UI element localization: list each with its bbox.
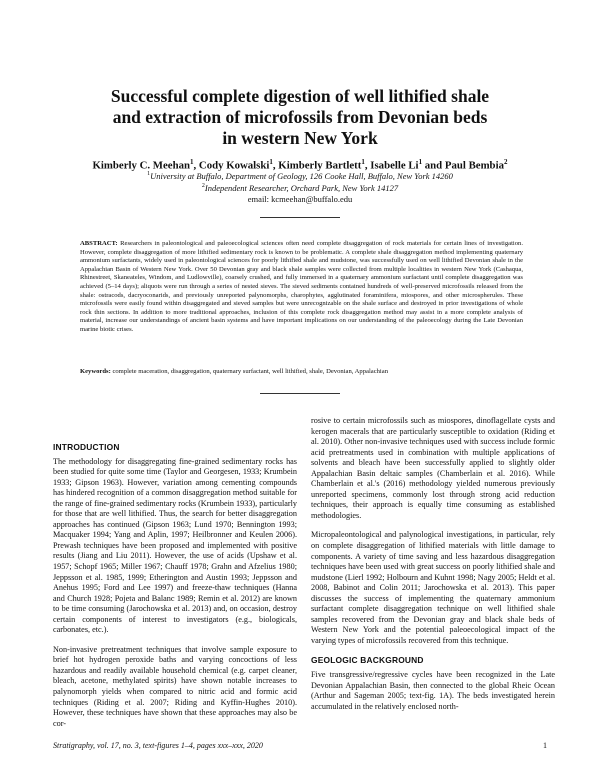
- affiliation-mark: 2: [201, 183, 205, 189]
- affiliation-1: [40, 169, 560, 181]
- author-name: Paul Bembia: [444, 159, 504, 172]
- abstract-label: ABSTRACT:: [80, 240, 118, 247]
- author-name: Kimberly C. Meehan: [92, 159, 190, 172]
- left-column: [53, 432, 297, 738]
- section-heading-geologic-background: GEOLOGIC BACKGROUND: [311, 655, 424, 666]
- title-line: and extraction of microfossils from Devonian beds: [112, 107, 488, 127]
- journal-citation: Stratigraphy, vol. 17, no. 3, text-figures 1–4, pages xxx–xxx, 2020: [53, 741, 263, 750]
- section-heading-introduction: INTRODUCTION: [53, 442, 120, 452]
- article-title: [60, 86, 540, 149]
- author-name: Cody Kowalski: [198, 159, 270, 172]
- header-divider: [260, 217, 340, 218]
- author-affil-mark: 1: [418, 158, 423, 166]
- author-separator: ,: [272, 159, 279, 172]
- author-separator: ,: [364, 159, 371, 172]
- body-paragraph: Micropaleontological and palynological investigations, in particular, rely on complete disaggregation of lithified materials with little damage to components. A variety of time saving and less hazardous disaggregation techniques have been used with great success on poorly lithified shale and mudstone (Lierl 1992; Holbourn and Kuhnt 1998; Nagy 2005; Heldt et al. 2008, Babinot and Colin 2011; Jarochowska et al. 2013). This paper discusses the success of implementing the quaternary ammonium surfactant complete disaggregation technique on well lithified shale samples recovered from the Devonian gray and black shale beds of Western New York and the potential paleoecological impact of the varying types of microfossils recovered from this technique.: [311, 530, 555, 645]
- body-paragraph: Non-invasive pretreatment techniques that involve sample exposure to brief hot hydrogen peroxide baths and varying concoctions of less hazardous and readily available household chemical (e.g. carpet cleaner, bleach, acetone, methylated spirits) have shown notable increases to palynomorph yields when compared to nitric acid and formic acid techniques (Riding et al. 2007; Riding and Kyffin-Hughes 2010). However, these techniques have shown that these approaches may also be cor-: [53, 644, 297, 728]
- author-separator: and: [422, 159, 445, 172]
- keywords: [80, 368, 523, 377]
- right-column: [311, 416, 555, 721]
- contact-email: email: kcmeehan@buffalo.edu: [247, 194, 353, 204]
- title-line: in western New York: [222, 128, 378, 148]
- keywords-text: complete maceration, disaggregation, quaternary surfactant, well lithified, shale, Devonian, Appalachian: [112, 368, 388, 375]
- body-paragraph: The methodology for disaggregating fine-grained sedimentary rocks has been studied for quite some time (Taylor and Georgesen, 1933; Krumbein 1933; Gipson 1963). However, variation among cementing compounds has hindered recognition of a common disaggregation method suitable for the range of fine-grained sedimentary rocks (Krumbein 1933), particularly for those that are well lithified. Thus, the search for better disaggregation approaches has continued (Gipson 1963; Lund 1970; Bennington 1993; Macquaker 1994; Yang and Aplin, 1997; Heilbronner and Keulen 2006). Prewash techniques have been proposed and implemented with positive results (Jiang and Liu 2011). However, the use of acids (Upshaw et al. 1957; Schopf 1965; Miller 1967; Chauff 1978; Grahn and Afzelius 1980; Jeppsson et al. 1985, 1999; Etherington and Austin 1993; Jeppsson and Anehus 1995; Ford and Lee 1997) and freeze-thaw techniques (Hanna and Church 1928; Pojeta and Balanc 1989; Remin et al. 2012) are known to be time consuming (Jarochowska et al. 2013) and, on occasion, destroy certain components of interest to investigators (e.g., biologicals, carbonates, etc.).: [53, 456, 297, 635]
- abstract: [80, 240, 523, 335]
- author-affil-mark: 1: [361, 158, 365, 166]
- author-affil-mark: 1: [189, 158, 194, 166]
- affiliation-text: Independent Researcher, Orchard Park, New York 14127: [204, 182, 399, 193]
- abstract-divider: [260, 393, 340, 394]
- page-number: 1: [543, 741, 547, 750]
- abstract-text: Researchers in paleontological and paleoecological sciences often need complete disaggregation of rock materials for certain lines of investigation. However, complete disaggregation of more lithified sedimentary rock is known to be problematic. A complete shale disaggregation method implementing quaternary ammonium surfactants, widely used in paleontological sciences for poorly lithified shale and mudstone, was successfully used on well lithified Devonian shale in the Appalachian Basin of Western New York. Over 50 Devonian gray and black shale samples were collected from multiple localities in western New York (Cashaqua, Rhinestreet, Skaneateles, Windom, and Ludlowville), coarsely crushed, and fully immersed in a quaternary ammonium surfactant until complete disaggregation was achieved (5–14 days); aliquots were run through a series of nested sieves. The sieved sediments contained hundreds of well-preserved microfossils released from the shale: ostracods, dacryoconarids, and previously unreported palynomorphs, charophytes, agglutinated foraminifera, miospores, and other microspherules. These microfossils were easily found within disaggregated and sieved samples but were unrecognizable on the shale surface and destroyed in prior investigations of whole rock thin sections. In addition to more traditional approaches, inclusion of this complete rock disaggregation method may assist in a more complete analysis of material, increase our understandings of ancient basin systems and have important implications on our understanding of the paleoecology during the Late Devonian marine biotic crises.: [80, 240, 523, 333]
- affiliation-2: [40, 181, 560, 193]
- author-name: Kimberly Bartlett: [278, 159, 362, 172]
- author-affil-mark: 2: [503, 158, 508, 166]
- author-separator: ,: [193, 159, 199, 172]
- title-line: Successful complete digestion of well lithified shale: [110, 86, 490, 106]
- author-affil-mark: 1: [269, 158, 273, 166]
- author-name: Isabelle Li: [370, 159, 419, 172]
- affiliation-mark: 1: [147, 171, 151, 177]
- body-paragraph: Five transgressive/regressive cycles have been recognized in the Late Devonian Appalachian Basin, then connected to the global Rheic Ocean (Arthur and Sageman 2005; text-fig. 1A). The beds investigated herein accumulated in the relatively enclosed north-: [311, 670, 555, 711]
- body-paragraph: rosive to certain microfossils such as miospores, dinoflagellate cysts and kerogen macerals that are particularly susceptible to oxidation (Riding et al. 2010). Other non-invasive techniques used with success include formic acid pretreatments used in combination with multiple applications of solvents and bleach have been successfully applied to slightly older Appalachian Basin deltaic samples (Chamberlain et al. 2016). While Chamberlain et al.'s (2016) methodology yielded numerous previously unreported specimens, commonly lost through strong acid reduction techniques, their approach is equally time consuming as established methodologies.: [311, 416, 555, 520]
- keywords-label: Keywords:: [80, 368, 111, 375]
- affiliation-text: University at Buffalo, Department of Geology, 126 Cooke Hall, Buffalo, New York 14260: [150, 170, 453, 181]
